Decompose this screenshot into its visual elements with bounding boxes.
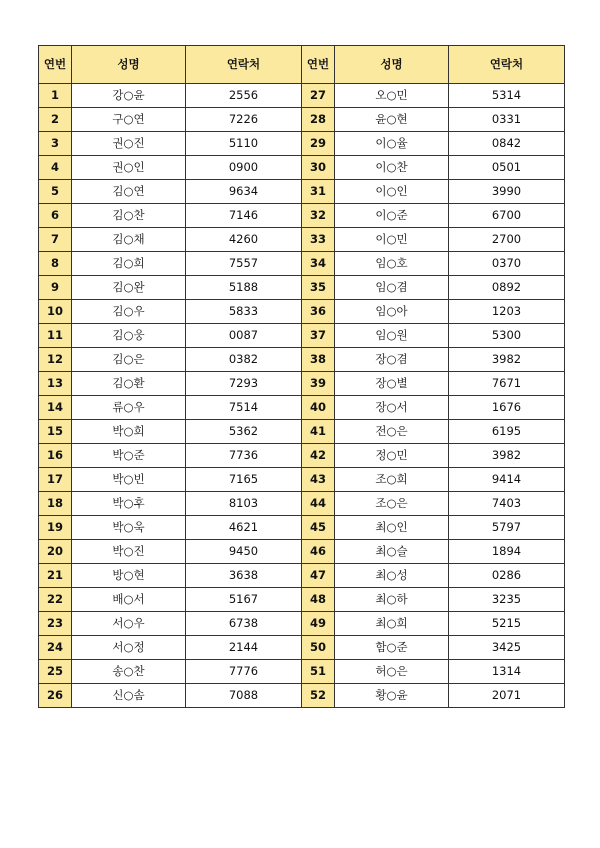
row-number-cell: 43 <box>302 468 335 492</box>
phone-cell: 7557 <box>186 252 302 276</box>
name-cell: 최○희 <box>335 612 449 636</box>
name-cell: 신○솜 <box>72 684 186 708</box>
phone-cell: 1894 <box>449 540 565 564</box>
name-cell: 류○우 <box>72 396 186 420</box>
phone-cell: 7671 <box>449 372 565 396</box>
table-row <box>39 612 565 636</box>
row-number-cell: 7 <box>39 228 72 252</box>
row-number-cell: 42 <box>302 444 335 468</box>
row-number-cell: 6 <box>39 204 72 228</box>
phone-cell: 0501 <box>449 156 565 180</box>
phone-cell: 5362 <box>186 420 302 444</box>
phone-cell: 3982 <box>449 444 565 468</box>
row-number-cell: 12 <box>39 348 72 372</box>
header-name: 성명 <box>72 46 186 84</box>
phone-cell: 5833 <box>186 300 302 324</box>
table-row <box>39 684 565 708</box>
name-cell: 권○진 <box>72 132 186 156</box>
phone-cell: 4621 <box>186 516 302 540</box>
phone-cell: 0286 <box>449 564 565 588</box>
name-cell: 박○욱 <box>72 516 186 540</box>
name-cell: 김○웅 <box>72 324 186 348</box>
name-cell: 김○환 <box>72 372 186 396</box>
phone-cell: 0331 <box>449 108 565 132</box>
table-row <box>39 132 565 156</box>
phone-cell: 0087 <box>186 324 302 348</box>
name-cell: 정○민 <box>335 444 449 468</box>
name-cell: 방○현 <box>72 564 186 588</box>
row-number-cell: 9 <box>39 276 72 300</box>
row-number-cell: 37 <box>302 324 335 348</box>
name-cell: 장○별 <box>335 372 449 396</box>
phone-cell: 7146 <box>186 204 302 228</box>
header-phone: 연락처 <box>186 46 302 84</box>
row-number-cell: 28 <box>302 108 335 132</box>
phone-cell: 4260 <box>186 228 302 252</box>
name-cell: 최○슬 <box>335 540 449 564</box>
table-row <box>39 300 565 324</box>
phone-cell: 5300 <box>449 324 565 348</box>
row-number-cell: 8 <box>39 252 72 276</box>
phone-cell: 2700 <box>449 228 565 252</box>
name-cell: 김○연 <box>72 180 186 204</box>
row-number-cell: 51 <box>302 660 335 684</box>
name-cell: 김○찬 <box>72 204 186 228</box>
name-cell: 조○은 <box>335 492 449 516</box>
table-row <box>39 468 565 492</box>
row-number-cell: 40 <box>302 396 335 420</box>
table-row <box>39 324 565 348</box>
row-number-cell: 30 <box>302 156 335 180</box>
phone-cell: 7165 <box>186 468 302 492</box>
phone-cell: 2144 <box>186 636 302 660</box>
header-no: 연번 <box>302 46 335 84</box>
phone-cell: 6700 <box>449 204 565 228</box>
row-number-cell: 24 <box>39 636 72 660</box>
table-row <box>39 540 565 564</box>
table-row <box>39 660 565 684</box>
row-number-cell: 36 <box>302 300 335 324</box>
phone-cell: 3425 <box>449 636 565 660</box>
name-cell: 함○준 <box>335 636 449 660</box>
phone-cell: 9634 <box>186 180 302 204</box>
name-cell: 장○겸 <box>335 348 449 372</box>
name-cell: 황○윤 <box>335 684 449 708</box>
name-cell: 박○빈 <box>72 468 186 492</box>
table-row <box>39 420 565 444</box>
phone-cell: 5215 <box>449 612 565 636</box>
name-cell: 구○연 <box>72 108 186 132</box>
name-cell: 박○준 <box>72 444 186 468</box>
name-cell: 김○완 <box>72 276 186 300</box>
row-number-cell: 26 <box>39 684 72 708</box>
row-number-cell: 16 <box>39 444 72 468</box>
row-number-cell: 18 <box>39 492 72 516</box>
row-number-cell: 20 <box>39 540 72 564</box>
row-number-cell: 38 <box>302 348 335 372</box>
row-number-cell: 2 <box>39 108 72 132</box>
name-cell: 최○인 <box>335 516 449 540</box>
row-number-cell: 29 <box>302 132 335 156</box>
phone-cell: 0382 <box>186 348 302 372</box>
row-number-cell: 48 <box>302 588 335 612</box>
row-number-cell: 15 <box>39 420 72 444</box>
table-row <box>39 636 565 660</box>
name-cell: 김○은 <box>72 348 186 372</box>
header-row <box>39 46 565 84</box>
name-cell: 이○민 <box>335 228 449 252</box>
table-row <box>39 444 565 468</box>
name-cell: 김○채 <box>72 228 186 252</box>
phone-cell: 3638 <box>186 564 302 588</box>
name-cell: 임○원 <box>335 324 449 348</box>
name-cell: 허○은 <box>335 660 449 684</box>
table-row <box>39 564 565 588</box>
phone-cell: 2071 <box>449 684 565 708</box>
phone-cell: 6195 <box>449 420 565 444</box>
name-cell: 김○희 <box>72 252 186 276</box>
row-number-cell: 1 <box>39 84 72 108</box>
table-row <box>39 396 565 420</box>
name-cell: 송○찬 <box>72 660 186 684</box>
contact-table <box>38 45 565 708</box>
row-number-cell: 3 <box>39 132 72 156</box>
row-number-cell: 50 <box>302 636 335 660</box>
name-cell: 배○서 <box>72 588 186 612</box>
header-phone: 연락처 <box>449 46 565 84</box>
phone-cell: 5167 <box>186 588 302 612</box>
name-cell: 장○서 <box>335 396 449 420</box>
row-number-cell: 27 <box>302 84 335 108</box>
phone-cell: 0842 <box>449 132 565 156</box>
table-row <box>39 204 565 228</box>
phone-cell: 7293 <box>186 372 302 396</box>
row-number-cell: 46 <box>302 540 335 564</box>
name-cell: 김○우 <box>72 300 186 324</box>
phone-cell: 0370 <box>449 252 565 276</box>
phone-cell: 0900 <box>186 156 302 180</box>
phone-cell: 0892 <box>449 276 565 300</box>
row-number-cell: 14 <box>39 396 72 420</box>
name-cell: 이○율 <box>335 132 449 156</box>
table-row <box>39 372 565 396</box>
phone-cell: 5314 <box>449 84 565 108</box>
name-cell: 권○인 <box>72 156 186 180</box>
name-cell: 임○겸 <box>335 276 449 300</box>
phone-cell: 7088 <box>186 684 302 708</box>
table-row <box>39 180 565 204</box>
row-number-cell: 45 <box>302 516 335 540</box>
phone-cell: 1676 <box>449 396 565 420</box>
phone-cell: 7736 <box>186 444 302 468</box>
name-cell: 이○찬 <box>335 156 449 180</box>
name-cell: 이○인 <box>335 180 449 204</box>
table-row <box>39 228 565 252</box>
phone-cell: 2556 <box>186 84 302 108</box>
table-row <box>39 348 565 372</box>
row-number-cell: 13 <box>39 372 72 396</box>
table-row <box>39 252 565 276</box>
name-cell: 전○은 <box>335 420 449 444</box>
row-number-cell: 23 <box>39 612 72 636</box>
table-row <box>39 156 565 180</box>
name-cell: 강○윤 <box>72 84 186 108</box>
row-number-cell: 11 <box>39 324 72 348</box>
table-row <box>39 516 565 540</box>
phone-cell: 9450 <box>186 540 302 564</box>
row-number-cell: 41 <box>302 420 335 444</box>
name-cell: 조○희 <box>335 468 449 492</box>
phone-cell: 1314 <box>449 660 565 684</box>
row-number-cell: 47 <box>302 564 335 588</box>
row-number-cell: 17 <box>39 468 72 492</box>
phone-cell: 5797 <box>449 516 565 540</box>
row-number-cell: 19 <box>39 516 72 540</box>
table-row <box>39 84 565 108</box>
row-number-cell: 33 <box>302 228 335 252</box>
phone-cell: 7226 <box>186 108 302 132</box>
row-number-cell: 31 <box>302 180 335 204</box>
row-number-cell: 5 <box>39 180 72 204</box>
row-number-cell: 52 <box>302 684 335 708</box>
row-number-cell: 39 <box>302 372 335 396</box>
row-number-cell: 21 <box>39 564 72 588</box>
table-row <box>39 588 565 612</box>
phone-cell: 3990 <box>449 180 565 204</box>
phone-cell: 3982 <box>449 348 565 372</box>
row-number-cell: 25 <box>39 660 72 684</box>
name-cell: 박○희 <box>72 420 186 444</box>
row-number-cell: 22 <box>39 588 72 612</box>
name-cell: 이○준 <box>335 204 449 228</box>
name-cell: 최○성 <box>335 564 449 588</box>
name-cell: 임○호 <box>335 252 449 276</box>
phone-cell: 5110 <box>186 132 302 156</box>
header-no: 연번 <box>39 46 72 84</box>
row-number-cell: 10 <box>39 300 72 324</box>
row-number-cell: 49 <box>302 612 335 636</box>
row-number-cell: 34 <box>302 252 335 276</box>
name-cell: 오○민 <box>335 84 449 108</box>
row-number-cell: 32 <box>302 204 335 228</box>
row-number-cell: 35 <box>302 276 335 300</box>
phone-cell: 8103 <box>186 492 302 516</box>
phone-cell: 3235 <box>449 588 565 612</box>
name-cell: 박○진 <box>72 540 186 564</box>
name-cell: 윤○현 <box>335 108 449 132</box>
phone-cell: 1203 <box>449 300 565 324</box>
phone-cell: 7776 <box>186 660 302 684</box>
table-row <box>39 108 565 132</box>
name-cell: 서○정 <box>72 636 186 660</box>
row-number-cell: 44 <box>302 492 335 516</box>
name-cell: 최○하 <box>335 588 449 612</box>
table-row <box>39 276 565 300</box>
table-row <box>39 492 565 516</box>
phone-cell: 6738 <box>186 612 302 636</box>
name-cell: 임○아 <box>335 300 449 324</box>
phone-cell: 5188 <box>186 276 302 300</box>
header-name: 성명 <box>335 46 449 84</box>
phone-cell: 7403 <box>449 492 565 516</box>
name-cell: 서○우 <box>72 612 186 636</box>
row-number-cell: 4 <box>39 156 72 180</box>
name-cell: 박○후 <box>72 492 186 516</box>
phone-cell: 7514 <box>186 396 302 420</box>
table-body <box>39 84 565 708</box>
phone-cell: 9414 <box>449 468 565 492</box>
